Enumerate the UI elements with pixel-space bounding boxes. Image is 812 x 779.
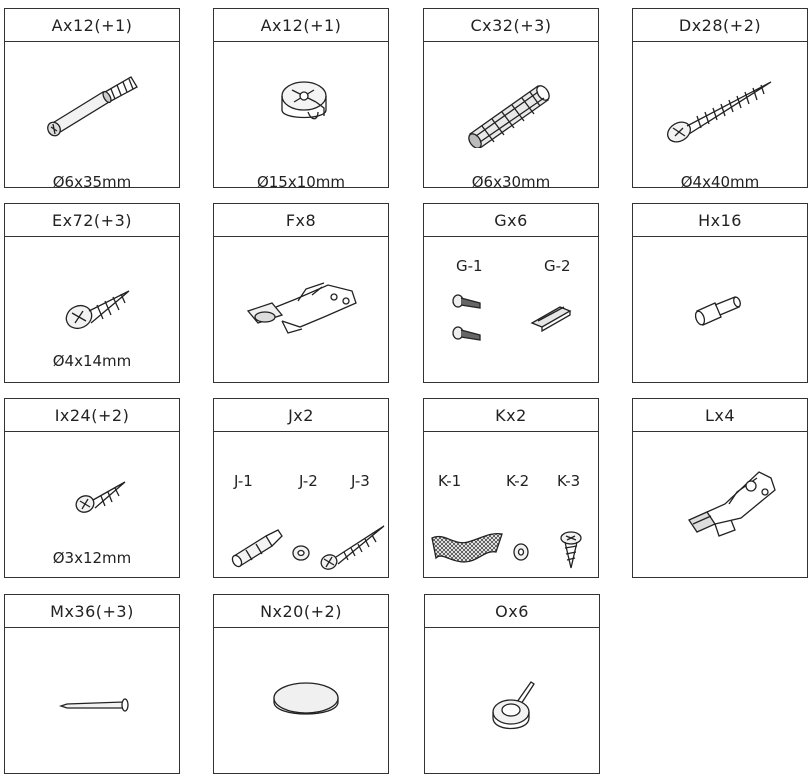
sub-label-j1: J-1 — [234, 472, 253, 490]
part-spec: Ø6x30mm — [471, 173, 551, 191]
part-spec: Ø3x12mm — [52, 549, 132, 567]
wood-dowel-icon — [464, 78, 564, 148]
part-m-card — [4, 594, 180, 774]
part-label: Dx28(+2) — [633, 9, 807, 42]
sub-label-j3: J-3 — [351, 472, 370, 490]
sub-label-g1: G-1 — [456, 257, 483, 275]
part-o-card — [424, 594, 600, 774]
part-f-card — [213, 203, 389, 383]
part-label: Cx32(+3) — [424, 9, 598, 42]
cover-cap-icon — [270, 676, 342, 724]
part-a1-card — [4, 8, 180, 191]
part-d-card — [632, 8, 808, 191]
part-label: Ox6 — [425, 595, 599, 628]
part-label: Mx36(+3) — [5, 595, 179, 628]
part-label: Kx2 — [424, 399, 598, 432]
cabinet-hinge-icon — [242, 277, 367, 347]
clip-icon — [528, 301, 576, 333]
pan-head-screw-icon — [556, 528, 586, 572]
cam-bolt-icon — [43, 72, 143, 144]
part-label: Lx4 — [633, 399, 807, 432]
short-screw-icon — [59, 279, 139, 339]
part-spec: Ø4x40mm — [680, 173, 760, 191]
part-label: Fx8 — [214, 204, 388, 237]
part-label: Ex72(+3) — [5, 204, 179, 237]
fabric-strap-icon — [430, 528, 506, 568]
cam-lock-icon — [272, 72, 342, 132]
part-label: Ax12(+1) — [5, 9, 179, 42]
part-i-card — [4, 398, 180, 578]
part-label: Ix24(+2) — [5, 399, 179, 432]
part-l-card — [632, 398, 808, 578]
part-a2-card — [213, 8, 389, 191]
sub-label-g2: G-2 — [544, 257, 571, 275]
part-spec: Ø4x14mm — [52, 352, 132, 370]
part-spec: Ø6x35mm — [52, 173, 132, 191]
wood-screw-icon — [318, 518, 388, 574]
part-e-card — [4, 203, 180, 383]
part-label: Jx2 — [214, 399, 388, 432]
nail-icon — [57, 694, 137, 718]
part-k-card — [423, 398, 599, 578]
sub-label-k2: K-2 — [506, 472, 530, 490]
part-label: Hx16 — [633, 204, 807, 237]
part-spec: Ø15x10mm — [256, 173, 346, 191]
part-g-card — [423, 203, 599, 383]
machine-bolt-icon — [450, 291, 486, 351]
part-c-card — [423, 8, 599, 191]
sub-label-k3: K-3 — [557, 472, 581, 490]
part-j-card — [213, 398, 389, 578]
washer-icon — [510, 540, 532, 564]
small-screw-icon — [71, 472, 131, 522]
part-label: Ax12(+1) — [214, 9, 388, 42]
sub-label-j2: J-2 — [299, 472, 318, 490]
part-h-card — [632, 203, 808, 383]
part-label: Gx6 — [424, 204, 598, 237]
part-n-card — [213, 594, 389, 774]
washer-icon — [290, 542, 312, 564]
glide-foot-icon — [487, 678, 543, 738]
wall-anchor-icon — [230, 522, 286, 572]
shelf-pin-icon — [693, 287, 749, 327]
hinge-icon — [685, 464, 781, 544]
part-label: Nx20(+2) — [214, 595, 388, 628]
long-screw-icon — [661, 72, 781, 152]
sub-label-k1: K-1 — [438, 472, 462, 490]
